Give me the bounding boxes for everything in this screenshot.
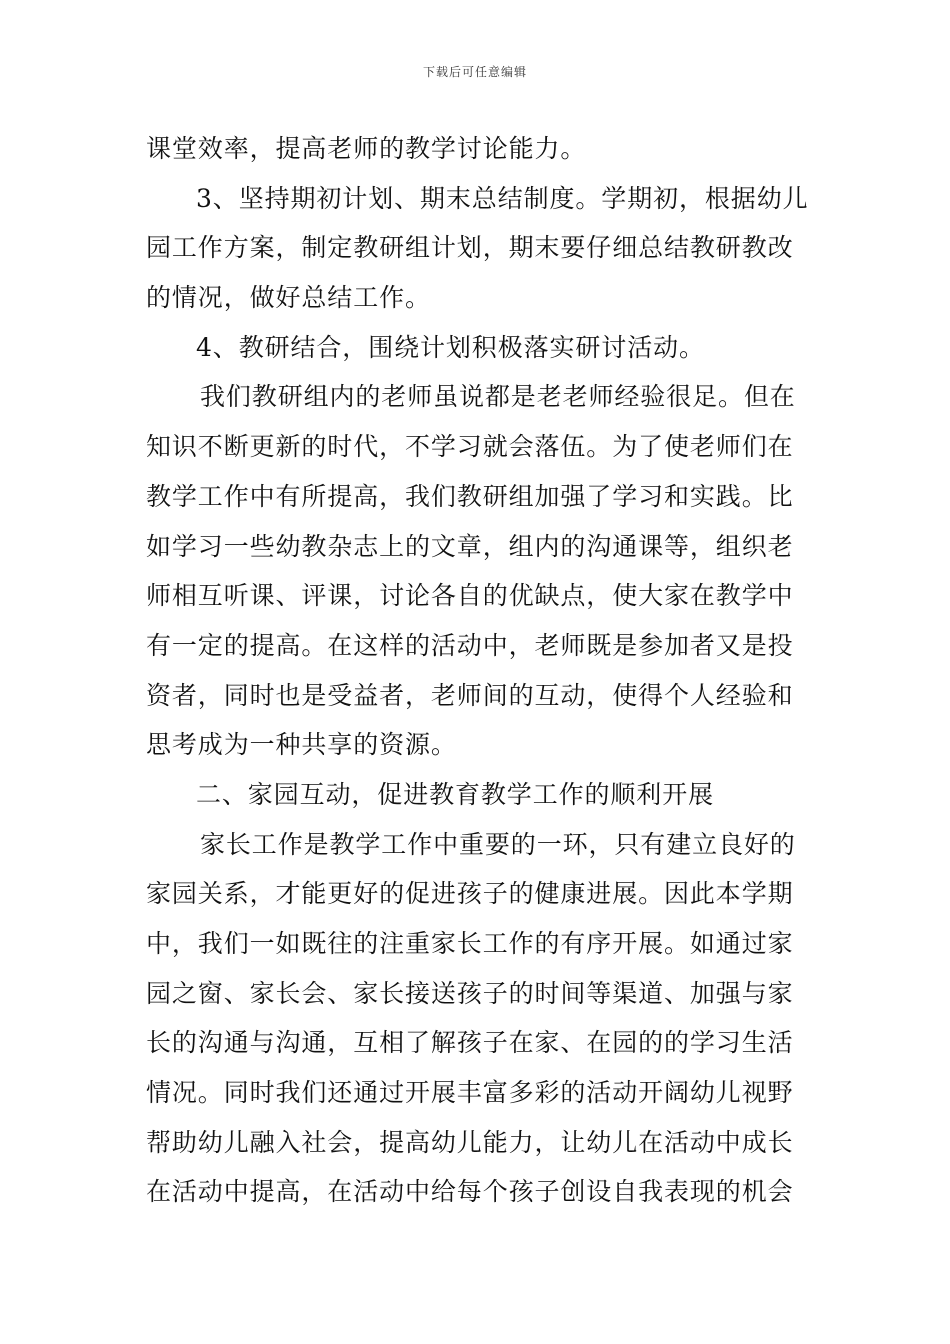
text-line: 有一定的提高。在这样的活动中，老师既是参加者又是投 <box>146 630 794 660</box>
text-line: 家长工作是教学工作中重要的一环，只有建立良好的 <box>200 829 796 859</box>
text-line: 园之窗、家长会、家长接送孩子的时间等渠道、加强与家 <box>146 978 794 1008</box>
text-line: 家园关系，才能更好的促进孩子的健康进展。因此本学期 <box>146 879 794 909</box>
page-header: 下载后可任意编辑 <box>422 65 527 79</box>
text-line: 帮助幼儿融入社会，提高幼儿能力，让幼儿在活动中成长 <box>146 1127 794 1157</box>
text-line: 我们教研组内的老师虽说都是老老师经验很足。但在 <box>200 382 796 412</box>
text-line: 情况。同时我们还通过开展丰富多彩的活动开阔幼儿视野 <box>146 1078 794 1108</box>
text-line: 师相互听课、评课，讨论各自的优缺点，使大家在教学中 <box>146 581 794 611</box>
text-line: 课堂效率，提高老师的教学讨论能力。 <box>146 134 587 163</box>
text-line: 如学习一些幼教杂志上的文章，组内的沟通课等，组织老 <box>146 531 794 561</box>
section-heading: 二、家园互动，促进教育教学工作的顺利开展 <box>196 779 715 809</box>
document-body <box>146 124 814 1217</box>
text-line: 长的沟通与沟通，互相了解孩子在家、在园的的学习生活 <box>146 1028 794 1058</box>
text-line: 中，我们一如既往的注重家长工作的有序开展。如通过家 <box>146 929 794 958</box>
text-line: 的情况，做好总结工作。 <box>146 283 431 313</box>
text-line: 3、坚持期初计划、期末总结制度。学期初，根据幼儿 <box>196 183 809 213</box>
text-line: 4、教研结合，围绕计划积极落实研讨活动。 <box>196 332 705 362</box>
text-line: 在活动中提高，在活动中给每个孩子创设自我表现的机会 <box>146 1177 794 1207</box>
text-line: 教学工作中有所提高，我们教研组加强了学习和实践。比 <box>146 481 794 511</box>
text-line: 园工作方案，制定教研组计划，期末要仔细总结教研教改 <box>146 233 794 263</box>
text-line: 知识不断更新的时代，不学习就会落伍。为了使老师们在 <box>146 432 794 462</box>
text-line: 思考成为一种共享的资源。 <box>146 730 457 760</box>
text-line: 资者，同时也是受益者，老师间的互动，使得个人经验和 <box>146 680 794 710</box>
